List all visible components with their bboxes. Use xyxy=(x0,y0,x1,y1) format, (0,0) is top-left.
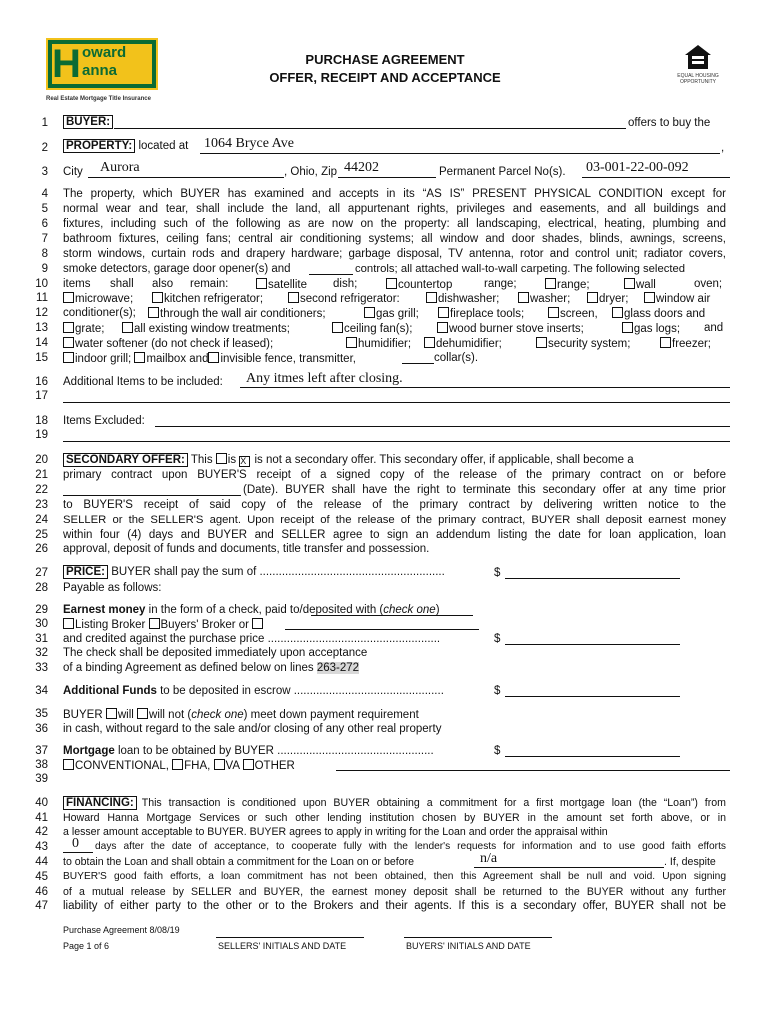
screen-checkbox[interactable] xyxy=(548,307,559,318)
financing-label: FINANCING: xyxy=(63,796,137,810)
dishwasher-checkbox[interactable] xyxy=(426,292,437,303)
security-system-label: security system; xyxy=(548,338,631,350)
line-number: 47 xyxy=(35,900,48,912)
mortgage-dollar: $ xyxy=(494,745,501,757)
lines-reference-link[interactable]: 263-272 xyxy=(316,662,360,674)
line-number: 15 xyxy=(35,352,48,364)
line-number: 10 xyxy=(35,278,48,290)
additional-items-field[interactable] xyxy=(240,387,730,388)
items-excluded-label: Items Excluded: xyxy=(63,415,145,427)
other-loan-checkbox[interactable] xyxy=(243,759,254,770)
line-number: 38 xyxy=(35,759,48,771)
freezer-checkbox[interactable] xyxy=(660,337,671,348)
humidifier-label: humidifier; xyxy=(358,338,412,350)
water-softener-checkbox[interactable] xyxy=(63,337,74,348)
through-wall-ac-checkbox[interactable] xyxy=(148,307,159,318)
commitment-date-field[interactable] xyxy=(474,867,664,868)
line-number: 20 xyxy=(35,454,48,466)
parcel-field[interactable] xyxy=(582,177,730,178)
dryer-checkbox[interactable] xyxy=(587,292,598,303)
collars-field[interactable] xyxy=(402,363,434,364)
window-treatments-label: all existing window treatments; xyxy=(134,323,290,335)
microwave-label: microwave; xyxy=(75,293,134,305)
additional-funds-label: Additional Funds xyxy=(63,685,157,697)
other-loan-field[interactable] xyxy=(336,770,730,771)
parcel-label: Permanent Parcel No(s). xyxy=(439,166,566,178)
line-number: 17 xyxy=(35,390,48,402)
sellers-initials-label: SELLERS' INITIALS AND DATE xyxy=(218,941,347,951)
cash-text: in cash, without regard to the sale and/or closing of any other real property xyxy=(63,723,442,735)
gas-logs-checkbox[interactable] xyxy=(622,322,633,333)
line-number: 26 xyxy=(35,543,48,555)
fireplace-tools-label: fireplace tools; xyxy=(450,308,525,320)
line-number: 41 xyxy=(35,812,48,824)
ceiling-fans-checkbox[interactable] xyxy=(332,322,343,333)
financing-line-42: a lesser amount acceptable to BUYER. BUYER agrees to apply in writing for the Loan and order the appraisal within xyxy=(63,826,608,838)
line-number: 3 xyxy=(41,166,48,178)
gas-logs-label: gas logs; xyxy=(634,323,681,335)
is-not-secondary-checkbox[interactable]: X xyxy=(239,456,250,467)
line-number: 11 xyxy=(36,292,48,304)
kitchen-refrigerator-label: kitchen refrigerator; xyxy=(164,293,264,305)
financing-line-41: Howard Hanna Mortgage Services or such other lending institution chosen by BUYER in the amount set forth above, or in xyxy=(63,812,726,824)
additional-funds-field[interactable] xyxy=(505,696,680,697)
secondary-text: is not a secondary offer. This secondary offer, if applicable, shall become a xyxy=(254,454,634,466)
dishwasher-label: dishwasher; xyxy=(438,293,500,305)
line-number: 46 xyxy=(35,886,48,898)
line-number: 6 xyxy=(41,218,48,230)
line-number: 5 xyxy=(41,203,48,215)
parcel-value: 03-001-22-00-092 xyxy=(586,160,689,175)
item-text: oven; xyxy=(694,278,723,290)
secondary-line-25: within four (4) days and BUYER and SELLER agree to sign an addendum listing the date for loan application, loan xyxy=(63,529,726,541)
price-text: BUYER shall pay the sum of .......................................................... xyxy=(111,566,445,578)
line-number: 44 xyxy=(35,856,48,868)
other-holder-field[interactable] xyxy=(285,629,479,630)
conventional-checkbox[interactable] xyxy=(63,759,74,770)
logo-text-bottom: anna xyxy=(82,62,118,79)
mortgage-text: loan to be obtained by BUYER ................................................. xyxy=(117,745,434,757)
listing-broker-label: Listing Broker xyxy=(75,619,146,631)
collars-label: collar(s). xyxy=(434,352,479,364)
freezer-label: freezer; xyxy=(672,338,711,350)
item-text: dish; xyxy=(333,278,358,290)
mortgage-amount-field[interactable] xyxy=(505,756,680,757)
security-system-checkbox[interactable] xyxy=(536,337,547,348)
line-number: 24 xyxy=(35,514,48,526)
body-line-4: The property, which BUYER has examined and accepts in its “AS IS” PRESENT PHYSICAL CONDITION except for xyxy=(63,188,726,200)
appraisal-days-value: 0 xyxy=(72,836,79,851)
additional-items-field-2[interactable] xyxy=(63,402,730,403)
price-field[interactable] xyxy=(505,578,680,579)
buyer-initials-field[interactable] xyxy=(404,937,552,938)
wood-burner-checkbox[interactable] xyxy=(437,322,448,333)
equal-housing-logo xyxy=(672,44,724,85)
secondary-offer-line xyxy=(63,453,726,467)
item-text: range; xyxy=(484,278,517,290)
buyer-suffix: offers to buy the xyxy=(628,117,711,129)
check-one-text: check one xyxy=(383,604,436,616)
financing-line-40: This transaction is conditioned upon BUYER obtaining a commitment for a first mortgage loan (the “Loan”) from xyxy=(141,797,726,809)
ceiling-fans-label: ceiling fan(s); xyxy=(344,323,413,335)
is-label: is xyxy=(227,454,237,466)
earnest-dollar: $ xyxy=(494,633,501,645)
line-number: 34 xyxy=(35,685,48,697)
item-text: items xyxy=(63,278,91,290)
line-number: 27 xyxy=(35,567,48,579)
will-not-checkbox[interactable] xyxy=(137,708,148,719)
dehumidifier-label: dehumidifier; xyxy=(436,338,502,350)
item-text: also xyxy=(152,278,174,290)
window-treatments-checkbox[interactable] xyxy=(122,322,133,333)
va-label: VA xyxy=(225,760,240,772)
binding-text: of a binding Agreement as defined below on lines xyxy=(63,662,314,674)
secondary-date-field[interactable] xyxy=(63,495,241,496)
glass-doors-checkbox[interactable] xyxy=(612,307,623,318)
line-number: 37 xyxy=(35,745,48,757)
down-payment-text: ) meet down payment requirement xyxy=(243,709,419,721)
payable-label: Payable as follows: xyxy=(63,582,162,594)
conditioners-text: conditioner(s); xyxy=(63,307,136,319)
line-number: 43 xyxy=(35,841,48,853)
range-checkbox[interactable] xyxy=(545,278,556,289)
wood-burner-label: wood burner stove inserts; xyxy=(449,323,584,335)
commitment-date-value: n/a xyxy=(480,851,498,866)
second-refrigerator-checkbox[interactable] xyxy=(288,292,299,303)
secondary-line-21: primary contract upon BUYER'S receipt of a signed copy of the release of the primary contract on or before xyxy=(63,469,726,481)
and-text: and xyxy=(704,322,724,334)
garage-controls-field[interactable] xyxy=(309,274,353,275)
line-number: 2 xyxy=(41,142,48,154)
body-line-5: normal wear and tear, shall include the land, all appurtenant rights, privileges and easements, and all buildings and xyxy=(63,203,726,215)
buyers-initials-label: BUYERS' INITIALS AND DATE xyxy=(406,941,531,951)
financing-line-44a: to obtain the Loan and shall obtain a commitment for the Loan on or before xyxy=(63,856,415,868)
logo-text-top: oward xyxy=(82,44,127,61)
financing-line-47: liability of either party to the other or to the Brokers and their agents. If this is a secondary offer, BUYER shall not be xyxy=(63,900,726,912)
address-value: 1064 Bryce Ave xyxy=(204,136,294,151)
price-label: PRICE: xyxy=(63,565,108,579)
logo-letter: H xyxy=(52,42,81,86)
price-dollar: $ xyxy=(494,567,501,579)
buyers-broker-checkbox[interactable] xyxy=(149,618,160,629)
line-number: 7 xyxy=(41,233,48,245)
item-text: shall xyxy=(110,278,134,290)
washer-label: washer; xyxy=(530,293,571,305)
deposit-text: The check shall be deposited immediately upon acceptance xyxy=(63,647,368,659)
glass-doors-label: glass doors and xyxy=(624,308,706,320)
additional-funds-dollar: $ xyxy=(494,685,501,697)
mailbox-checkbox[interactable] xyxy=(134,352,145,363)
line-number: 28 xyxy=(35,582,48,594)
city-label: City xyxy=(63,166,83,178)
through-wall-ac-label: through the wall air conditioners; xyxy=(160,308,326,320)
secondary-offer-label: SECONDARY OFFER: xyxy=(63,453,188,467)
secondary-line-26: approval, deposit of funds and documents, title transfer and possession. xyxy=(63,543,430,555)
financing-line-46: of a mutual release by SELLER and BUYER, the earnest money deposit shall be returned to the BUYER without any further xyxy=(63,886,726,898)
line-number: 33 xyxy=(35,662,48,674)
invisible-fence-checkbox[interactable] xyxy=(208,352,219,363)
fireplace-tools-checkbox[interactable] xyxy=(438,307,449,318)
kitchen-refrigerator-checkbox[interactable] xyxy=(152,292,163,303)
grate-label: grate; xyxy=(75,323,105,335)
body-line-8: storm windows, curtain rods and drapery hardware; garbage disposal, TV antenna, rotor and control unit; radiator covers, xyxy=(63,248,726,260)
city-field[interactable] xyxy=(88,177,284,178)
water-softener-label: water softener (do not check if leased); xyxy=(75,338,274,350)
property-label: PROPERTY: xyxy=(63,139,135,153)
satellite-label: satellite xyxy=(268,279,307,291)
page-number: Page 1 of 6 xyxy=(63,941,110,951)
invisible-fence-label: invisible fence, transmitter, xyxy=(220,353,356,365)
humidifier-checkbox[interactable] xyxy=(346,337,357,348)
line-number: 29 xyxy=(35,604,48,616)
located-at-label: located at xyxy=(138,140,189,152)
line-number: 18 xyxy=(35,415,48,427)
other-loan-label: OTHER xyxy=(254,760,295,772)
line-number: 23 xyxy=(35,499,48,511)
washer-checkbox[interactable] xyxy=(518,292,529,303)
zip-value: 44202 xyxy=(344,160,379,175)
line-number: 25 xyxy=(35,529,48,541)
secondary-line-24: SELLER or the SELLER'S agent. Upon receipt of the release of the primary contract, BUYER shall deposit earnest money xyxy=(63,514,726,526)
buyers-broker-label: Buyers' Broker or xyxy=(160,619,249,631)
line-number: 19 xyxy=(35,429,48,441)
line-number: 31 xyxy=(35,633,48,645)
earnest-money-label: Earnest money xyxy=(63,604,146,616)
line-number: 9 xyxy=(41,263,48,275)
screen-label: screen, xyxy=(560,308,598,320)
equal-housing-icon xyxy=(684,44,712,70)
financing-line-43: days after the date of acceptance, to cooperate fully with the lender's requests for information and to use good faith efforts xyxy=(95,841,726,852)
line-number: 13 xyxy=(35,322,48,334)
appraisal-days-field[interactable] xyxy=(63,852,93,853)
line-number: 36 xyxy=(35,723,48,735)
countertop-checkbox[interactable] xyxy=(386,278,397,289)
body-line-6: fixtures, including such of the following as are now on the property: all landscaping, electrical, heating, plumbing and xyxy=(63,218,726,230)
mailbox-label: mailbox and xyxy=(146,353,209,365)
dryer-label: dryer; xyxy=(599,293,629,305)
other-holder-checkbox[interactable] xyxy=(252,618,263,629)
earnest-text: in the form of a check, paid to/deposited with ( xyxy=(148,604,384,616)
dehumidifier-checkbox[interactable] xyxy=(424,337,435,348)
second-refrigerator-label: second refrigerator: xyxy=(300,293,400,305)
line-number: 16 xyxy=(35,376,48,388)
microwave-checkbox[interactable] xyxy=(63,292,74,303)
satellite-checkbox[interactable] xyxy=(256,278,267,289)
additional-funds-text: to be deposited in escrow ............................................... xyxy=(160,685,444,697)
line-number: 35 xyxy=(35,708,48,720)
va-checkbox[interactable] xyxy=(214,759,225,770)
will-label: will xyxy=(117,709,134,721)
indoor-grill-label: indoor grill; xyxy=(75,353,132,365)
conventional-label: CONVENTIONAL, xyxy=(75,760,169,772)
buyer-text: BUYER xyxy=(63,709,103,721)
window-air-checkbox[interactable] xyxy=(644,292,655,303)
body-line-9a: smoke detectors, garage door opener(s) and xyxy=(63,263,291,275)
item-text: remain: xyxy=(190,278,229,290)
this-text: This xyxy=(190,454,213,466)
line-number: 42 xyxy=(35,826,48,838)
items-excluded-field-2[interactable] xyxy=(63,441,730,442)
credited-text: and credited against the purchase price ...................................................... xyxy=(63,633,441,645)
line-number: 12 xyxy=(35,307,48,319)
wall-label: wall xyxy=(636,279,656,291)
line-number: 21 xyxy=(35,469,48,481)
will-not-label: will not ( xyxy=(149,709,192,721)
logo-tagline: Real Estate Mortgage Title Insurance xyxy=(46,96,151,102)
line-number: 45 xyxy=(35,871,48,883)
gas-grill-checkbox[interactable] xyxy=(364,307,375,318)
items-excluded-field[interactable] xyxy=(155,426,730,427)
financing-line-44b: . If, despite xyxy=(664,856,716,868)
equal-housing-label: EQUAL HOUSING OPPORTUNITY xyxy=(677,73,719,85)
additional-items-label: Additional Items to be included: xyxy=(63,376,223,388)
earnest-amount-field[interactable] xyxy=(505,644,680,645)
line-number: 30 xyxy=(35,618,48,630)
buyer-label: BUYER: xyxy=(63,115,113,129)
secondary-line-23: to BUYER'S receipt of said copy of the release of the primary contract by delivering written notice to the xyxy=(63,499,726,511)
line-number: 39 xyxy=(35,773,48,785)
indoor-grill-checkbox[interactable] xyxy=(63,352,74,363)
secondary-line-22: (Date). BUYER shall have the right to terminate this secondary offer at any time prior xyxy=(243,484,726,496)
wall-oven-checkbox[interactable] xyxy=(624,278,635,289)
window-air-label: window air xyxy=(656,293,711,305)
financing-line-45: BUYER'S good faith efforts, a loan commitment has not been obtained, then this Agreement shall be null and void. Upon signing xyxy=(63,871,726,882)
seller-initials-field[interactable] xyxy=(216,937,364,938)
gas-grill-label: gas grill; xyxy=(376,308,419,320)
zip-field[interactable] xyxy=(338,177,436,178)
fha-label: FHA, xyxy=(184,760,211,772)
line-number: 32 xyxy=(35,647,48,659)
line-number: 22 xyxy=(35,484,48,496)
line-number: 8 xyxy=(41,248,48,260)
buyer-name-field[interactable] xyxy=(114,128,626,129)
city-value: Aurora xyxy=(100,160,140,175)
is-secondary-checkbox[interactable] xyxy=(216,453,227,464)
additional-items-value: Any itmes left after closing. xyxy=(246,371,403,386)
line-number: 14 xyxy=(35,337,48,349)
mortgage-label: Mortgage xyxy=(63,745,115,757)
fha-checkbox[interactable] xyxy=(172,759,183,770)
body-line-7: bathroom fixtures, ceiling fans; central air conditioning systems; all window and door shades, blinds, awnings, screens, xyxy=(63,233,726,245)
state-zip-label: , Ohio, Zip xyxy=(284,166,338,178)
address-field[interactable] xyxy=(200,153,720,154)
document-subtitle: OFFER, RECEIPT AND ACCEPTANCE xyxy=(269,70,501,85)
will-checkbox[interactable] xyxy=(106,708,117,719)
form-version: Purchase Agreement 8/08/19 xyxy=(63,925,180,935)
document-title: PURCHASE AGREEMENT xyxy=(305,52,465,67)
listing-broker-checkbox[interactable] xyxy=(63,618,74,629)
line-number: 40 xyxy=(35,797,48,809)
line-number: 1 xyxy=(41,117,48,129)
range-label: range; xyxy=(557,279,590,291)
line-number: 4 xyxy=(41,188,48,200)
body-line-9b: controls; all attached wall-to-wall carpeting. The following selected xyxy=(355,263,686,275)
grate-checkbox[interactable] xyxy=(63,322,74,333)
countertop-label: countertop xyxy=(398,279,453,291)
check-one-text-2: check one xyxy=(191,709,244,721)
